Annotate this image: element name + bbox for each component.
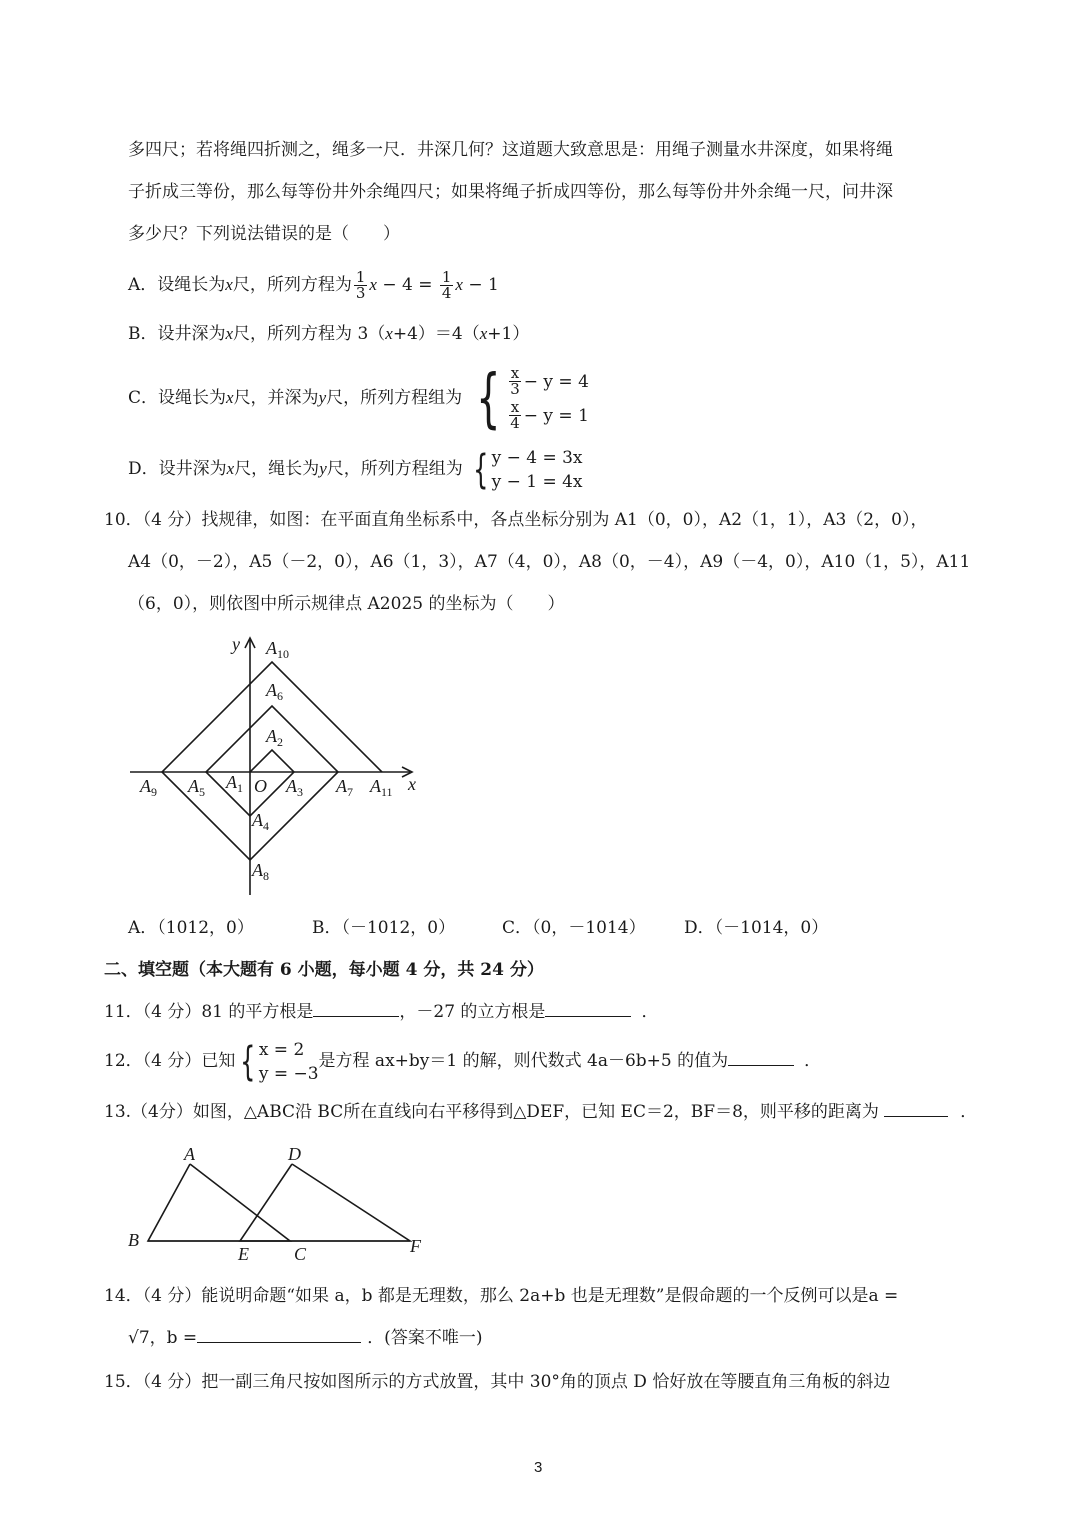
- label-a1: $A_1$: [226, 772, 243, 795]
- triangle-abc: [148, 1164, 290, 1241]
- label-a2: $A_2$: [266, 726, 283, 749]
- label-a5: $A_5$: [188, 776, 205, 799]
- q12-blank[interactable]: [728, 1047, 794, 1066]
- q11-blank-2[interactable]: [545, 998, 631, 1017]
- label-a11: $A_{11}$: [370, 776, 393, 799]
- q10-line2: A4（0，－2），A5（－2，0），A6（1，3），A7（4，0），A8（0，－4），A9（－4，0），A10（1，5），A11: [128, 552, 971, 572]
- q13-blank[interactable]: [884, 1098, 948, 1117]
- q9-line1: 多四尺；若将绳四折测之，绳多一尺．井深几何？这道题大致意思是：用绳子测量水井深度，如果将绳: [128, 140, 893, 160]
- q9-option-a: A．设绳长为x尺，所列方程为 $\frac{1}{3}$ x − 4 = $\frac{1}{4}$ x − 1: [128, 268, 499, 302]
- q14-line2: √7，b = ．(答案不唯一): [128, 1324, 482, 1352]
- q10-option-a: A．（1012，0）: [128, 918, 254, 938]
- q12-system: { x = 2 y = −3: [240, 1038, 319, 1085]
- x-axis-label: x: [408, 774, 416, 794]
- label-a10: $A_{10}$: [266, 638, 289, 661]
- q9-line3: 多少尺？下列说法错误的是（ ）: [128, 224, 400, 244]
- label-e: E: [238, 1244, 249, 1264]
- q10-option-d: D．（－1014，0）: [684, 918, 829, 938]
- label-a3: $A_3$: [286, 776, 303, 799]
- label-c: C: [294, 1244, 307, 1264]
- q13: 13.（4分）如图，△ABC沿 BC所在直线向右平移得到△DEF，已知 EC＝2，BF＝8，则平移的距离为 ．: [104, 1098, 977, 1126]
- q10-option-b: B．（－1012，0）: [312, 918, 456, 938]
- q12: 12．（4 分）已知 { x = 2 y = −3 是方程 ax+by＝1 的解，则代数式 4a－6b+5 的值为 ．: [104, 1038, 822, 1085]
- triangle-def: [240, 1164, 410, 1241]
- q9-line2: 子折成三等份，那么每等份井外余绳四尺；如果将绳子折成四等份，那么每等份井外余绳一尺，问井深: [128, 182, 893, 202]
- q15-line1: 15．（4 分）把一副三角尺按如图所示的方式放置，其中 30°角的顶点 D 恰好放在等腰直角三角板的斜边: [104, 1372, 891, 1392]
- q10-line1: 10．（4 分）找规律，如图：在平面直角坐标系中，各点坐标分别为 A1（0，0），A2（1，1），A3（2，0），: [104, 510, 928, 530]
- label-a9: $A_9$: [140, 776, 157, 799]
- q10-options: [128, 914, 828, 942]
- q11-blank-1[interactable]: [313, 998, 399, 1017]
- label-a: A: [184, 1144, 195, 1164]
- q9-system-d: { y − 4 = 3x y − 1 = 4x: [473, 446, 583, 493]
- q10-line3: （6，0），则依图中所示规律点 A2025 的坐标为（ ）: [128, 594, 565, 614]
- label-f: F: [410, 1236, 421, 1256]
- label-a6: $A_6$: [266, 680, 283, 703]
- q14-blank[interactable]: [197, 1324, 361, 1343]
- label-b: B: [128, 1230, 139, 1250]
- q14-line1: 14．（4 分）能说明命题“如果 a，b 都是无理数，那么 2a+b 也是无理数”是假命题的一个反例可以是a =: [104, 1286, 899, 1306]
- q10-option-c: C．（0，－1014）: [502, 918, 646, 938]
- q9-option-c: C．设绳长为x尺，并深为y尺，所列方程组为 { $\frac{x}{3}$ − y = 4 $\frac{x}{4}$ − y = 1: [128, 361, 589, 436]
- label-a8: $A_8$: [252, 860, 269, 883]
- y-axis-label: y: [232, 634, 240, 654]
- q13-triangle-figure: [120, 1140, 440, 1270]
- label-a4: $A_4$: [252, 810, 269, 833]
- q9-system-c: { $\frac{x}{3}$ − y = 4 $\frac{x}{4}$ − y = 1: [475, 361, 589, 436]
- section-2-heading: 二、填空题（本大题有 6 小题，每小题 4 分，共 24 分）: [104, 960, 544, 980]
- label-a7: $A_7$: [336, 776, 353, 799]
- label-d: D: [288, 1144, 301, 1164]
- q11: 11．（4 分）81 的平方根是 ，－27 的立方根是 ．: [104, 998, 658, 1026]
- page-number: 3: [534, 1459, 543, 1476]
- q9-option-b: B．设井深为x尺，所列方程为 3（x+4）＝4（x+1）: [128, 324, 530, 344]
- q9-option-d: D．设井深为x尺，绳长为y尺，所列方程组为 { y − 4 = 3x y − 1 = 4x: [128, 446, 583, 493]
- q10-coordinate-figure: [120, 630, 440, 900]
- origin-label: O: [254, 776, 267, 796]
